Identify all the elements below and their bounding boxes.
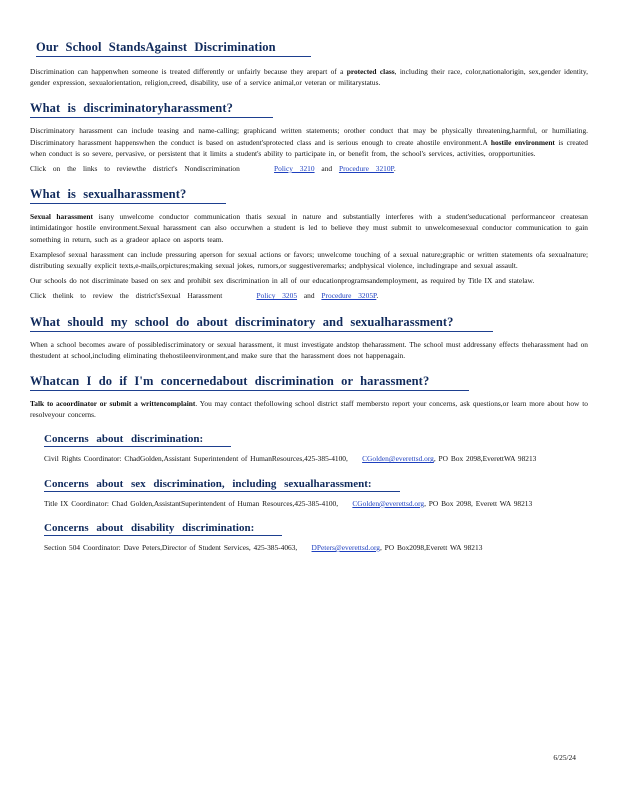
heading-discriminatory-harassment: What is discriminatoryharassment? bbox=[30, 101, 273, 118]
contact-disability-pre: Section 504 Coordinator: Dave Peters,Director of Student Services, 425-385-4063, bbox=[44, 542, 298, 552]
contact-sex-discrimination-text bbox=[44, 498, 588, 509]
heading-concerns-sex-discrimination: Concerns about sex discrimination, including sexualharassment: bbox=[44, 478, 400, 492]
sexual-p1-post: isany unwelcome conductor communication thatis sexual in nature and substantially interferes with a student'seducational performanceor createsan intimidatingor hostile environment.Sexual harassment can also occurwhen a student is led to believe they must submit to unwelcomesexual conductor communication to gain something in return, such as a gradeor aplace on asports team. bbox=[30, 212, 588, 244]
sexual-paragraph-4 bbox=[30, 290, 588, 301]
talk-coordinator-bold: Talk to acoordinator or submit a writtencomplaint bbox=[30, 399, 196, 409]
contact-disability bbox=[30, 518, 588, 553]
section-sexual-harassment bbox=[30, 185, 588, 301]
discrim-p1-bold: hostile environment bbox=[490, 137, 555, 147]
intro-paragraph bbox=[30, 66, 588, 88]
sexual-p1-bold: Sexual harassment bbox=[30, 212, 93, 222]
email-cgolden-link-1[interactable]: CGolden@everettsd.org bbox=[362, 454, 434, 464]
contact-sex-pre: Title IX Coordinator: Chad Golden,AssistantSuperintendent of Human Resources,425-385-4100, bbox=[44, 498, 339, 508]
sexual-p4-post: . bbox=[376, 291, 379, 301]
email-cgolden-link-2[interactable]: CGolden@everettsd.org bbox=[352, 498, 425, 508]
sexual-p4-pre: Click thelink to review the district'sSexual Harassment bbox=[30, 291, 223, 301]
section-what-can-i-do bbox=[30, 372, 588, 420]
policy-3210-link[interactable]: Policy 3210 bbox=[274, 164, 315, 174]
discrim-paragraph-1 bbox=[30, 125, 588, 159]
footer-date: 6/25/24 bbox=[553, 753, 576, 762]
page-title: Our School StandsAgainst Discrimination bbox=[36, 40, 311, 57]
contact-sex-post: , PO Box 2098, Everett WA 98213 bbox=[424, 498, 533, 508]
sexual-paragraph-3: Our schools do not discriminate based on sex and prohibit sex discrimination in all of our educationprogramsandemployment, as required by Title IX and statelaw. bbox=[30, 276, 535, 286]
contact-discrimination-post: , PO Box 2098,EverettWA 98213 bbox=[433, 454, 537, 464]
intro-text-post: , including their race, color,nationalorigin, sex,gender identity, gender expression, sexualorientation, religion,creed, disability, use of a service animal,or veteran or militarystatus. bbox=[30, 67, 588, 88]
heading-concerns-disability: Concerns about disability discrimination: bbox=[44, 522, 282, 536]
contact-discrimination-pre: Civil Rights Coordinator: ChadGolden,Assistant Superintendent of HumanResources,425-385-4100, bbox=[44, 454, 348, 464]
policy-3205-link[interactable]: Policy 3205 bbox=[256, 291, 298, 301]
heading-what-should-school-do: What should my school do about discriminatory and sexualharassment? bbox=[30, 315, 493, 332]
contact-disability-post: , PO Box2098,Everett WA 98213 bbox=[379, 542, 483, 552]
heading-sexual-harassment: What is sexualharassment? bbox=[30, 187, 226, 204]
discrim-p2-pre: Click on the links to reviewthe district's Nondiscrimination bbox=[30, 164, 240, 174]
discrim-p2-and: and bbox=[321, 164, 333, 174]
sexual-p4-and: and bbox=[303, 291, 315, 301]
heading-concerns-discrimination: Concerns about discrimination: bbox=[44, 433, 231, 447]
section-what-should-school-do bbox=[30, 313, 588, 361]
procedure-3205p-link[interactable]: Procedure 3205P bbox=[321, 291, 377, 301]
sexual-paragraph-1 bbox=[30, 211, 588, 245]
contact-discrimination bbox=[30, 429, 588, 464]
heading-what-can-i-do: Whatcan I do if I'm concernedabout discrimination or harassment? bbox=[30, 374, 469, 391]
sexual-paragraph-2: Examplesof sexual harassment can include pressuring aperson for sexual actions or favors; unwelcome touching of a sexual nature;graphic or written statements ofa sexualnature; distributing sexually explicit texts,e-mails,orpictures;making sexual jokes, rumors,or suggestiveremarks; andphysical violence, includingrape and sexual assault. bbox=[30, 249, 588, 271]
section-discriminatory-harassment bbox=[30, 99, 588, 174]
contact-disability-text bbox=[44, 542, 588, 553]
what-can-i-do-post: . You may contact thefollowing school district staff membersto report your concerns, ask questions,or learn more about how to resolveyour concerns. bbox=[30, 399, 588, 420]
school-paragraph-1: When a school becomes aware of possiblediscriminatory or sexual harassment, it must investigate andstop theharassment. The school must addressany effects theharassment had on thestudent at school,including eliminating thehostileenvironment,and make sure that the harassment does not happenagain. bbox=[30, 339, 588, 360]
contact-sex-discrimination bbox=[30, 474, 588, 509]
discrim-p2-post: . bbox=[393, 164, 396, 174]
intro-bold: protected class bbox=[346, 67, 395, 76]
contact-discrimination-text bbox=[44, 453, 588, 464]
discrim-p1-pre: Discriminatory harassment can include teasing and name-calling; graphicand written statements; orother conduct that may be physically threatening,harmful, or humiliating. Discriminatory harassment happenswhen the conduct is based on astudent'sprotected class and is serious enough to create ahostile environment.A bbox=[30, 126, 588, 147]
procedure-3210p-link[interactable]: Procedure 3210P bbox=[338, 164, 394, 174]
email-dpeters-link[interactable]: DPeters@everettsd.org bbox=[311, 542, 380, 552]
discrim-p1-post: is created when conduct is so severe, pervasive, or persistent that it limits a student's ability to participate in, or benefit from, the school's services, activities, oropportunities. bbox=[30, 137, 589, 158]
intro-text-pre: Discrimination can happenwhen someone is treated differently or unfairly because they arepart of a bbox=[30, 67, 347, 76]
what-can-i-do-paragraph bbox=[30, 398, 588, 420]
discrim-paragraph-2 bbox=[30, 163, 588, 174]
